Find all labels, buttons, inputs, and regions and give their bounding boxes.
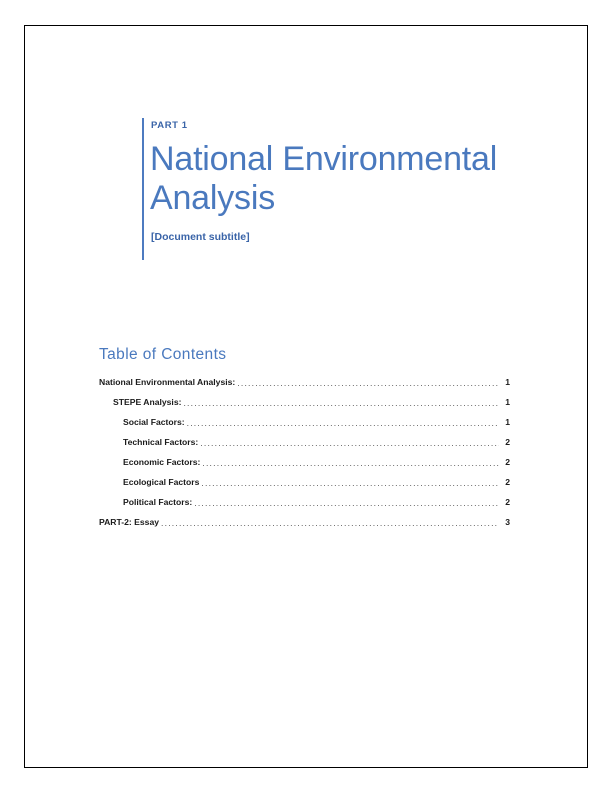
toc-dot-leader: [237, 377, 499, 388]
toc-entry-page-number: 2: [505, 437, 510, 447]
toc-entry[interactable]: [123, 408, 510, 428]
toc-entry-page-number: 2: [505, 497, 510, 507]
toc-entry-list: [99, 368, 510, 528]
toc-dot-leader: [194, 497, 499, 508]
toc-entry[interactable]: [123, 448, 510, 468]
page-title: National Environmental Analysis: [150, 140, 498, 217]
toc-entry-label: National Environmental Analysis:: [99, 377, 236, 387]
toc-entry[interactable]: [123, 468, 510, 488]
toc-dot-leader: [187, 417, 499, 428]
toc-entry[interactable]: [113, 388, 510, 408]
toc-entry-label: STEPE Analysis:: [113, 397, 182, 407]
toc-dot-leader: [183, 397, 499, 408]
cover-title-block: [142, 118, 522, 260]
toc-entry-label: Political Factors:: [123, 497, 193, 507]
toc-entry[interactable]: [123, 488, 510, 508]
toc-entry-page-number: 2: [505, 457, 510, 467]
toc-entry-page-number: 1: [505, 417, 510, 427]
toc-entry-label: Ecological Factors: [123, 477, 200, 487]
toc-dot-leader: [202, 457, 499, 468]
toc-entry-label: Technical Factors:: [123, 437, 199, 447]
toc-dot-leader: [200, 437, 499, 448]
toc-entry-page-number: 1: [505, 397, 510, 407]
toc-entry-label: Economic Factors:: [123, 457, 201, 467]
toc-entry-label: PART-2: Essay: [99, 517, 160, 527]
document-subtitle-placeholder[interactable]: [Document subtitle]: [151, 231, 250, 243]
toc-entry[interactable]: [99, 508, 510, 528]
toc-dot-leader: [161, 517, 499, 528]
toc-entry[interactable]: [99, 368, 510, 388]
table-of-contents: [99, 345, 510, 528]
toc-dot-leader: [201, 477, 499, 488]
table-of-contents-heading: Table of Contents: [99, 346, 227, 363]
toc-entry-page-number: 2: [505, 477, 510, 487]
toc-entry[interactable]: [123, 428, 510, 448]
toc-entry-page-number: 3: [505, 517, 510, 527]
part-label: PART 1: [151, 120, 188, 131]
toc-entry-page-number: 1: [505, 377, 510, 387]
toc-entry-label: Social Factors:: [123, 417, 185, 427]
page-border: [24, 25, 588, 768]
